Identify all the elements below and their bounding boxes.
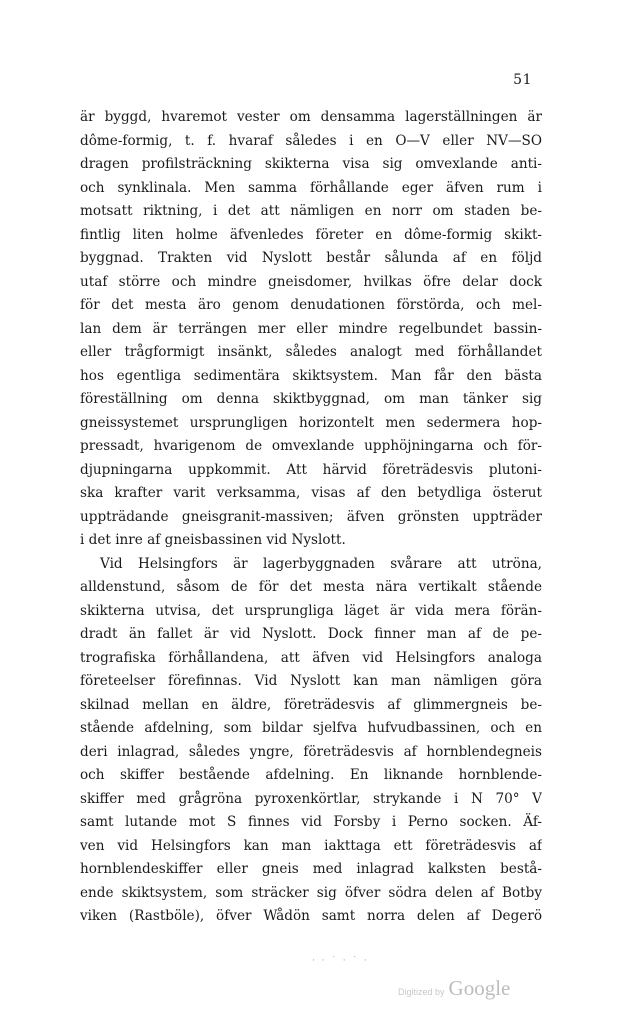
text-line: är byggd, hvaremot vester om densamma lagerställningen är <box>80 109 542 125</box>
digitization-watermark <box>398 976 510 1001</box>
text-line: i det inre af gneisbassinen vid Nyslott. <box>80 532 346 548</box>
text-line: företeelser förefinnas. Vid Nyslott kan man nämligen göra <box>80 673 542 689</box>
text-line: pressadt, hvarigenom de omvexlande upphöjningarna och för- <box>80 438 542 454</box>
text-line: byggnad. Trakten vid Nyslott består sålunda af en följd <box>80 250 542 266</box>
text-line: för det mesta äro genom denudationen förstörda, och mel- <box>80 297 542 313</box>
watermark-brand-logo: Google <box>448 976 511 1000</box>
text-line: dôme-formig, t. f. hvaraf således i en O—V eller NV—SO <box>80 132 542 149</box>
text-line: djupningarna uppkommit. Att härvid företrädesvis plutoni- <box>80 461 542 478</box>
text-line: stående afdelning, som bildar sjelfva hufvudbassinen, och en <box>80 720 542 736</box>
text-line: hos egentliga sedimentära skiktsystem. Man får den bästa <box>80 367 542 384</box>
text-line: Vid Helsingfors är lagerbyggnaden svårare att utröna, <box>100 555 542 572</box>
text-line: hornblendeskiffer eller gneis med inlagrad kalksten bestå- <box>80 861 542 877</box>
text-line: ende skiktsystem, som sträcker sig öfver södra delen af Botby <box>80 884 542 901</box>
text-line: uppträdande gneisgranit-massiven; äfven grönsten uppträder <box>80 508 542 525</box>
page-number: 51 <box>513 72 532 88</box>
text-line: ven vid Helsingfors kan man iakttaga ett företrädesvis af <box>80 837 542 854</box>
text-line: och skiffer bestående afdelning. En liknande hornblende- <box>80 767 542 783</box>
text-line: och synklinala. Men samma förhållande eger äfven rum i <box>80 179 542 196</box>
text-line: skilnad mellan en äldre, företrädesvis af glimmergneis be- <box>80 696 542 713</box>
text-line: skiffer med grågröna pyroxenkörtlar, strykande i N 70° V <box>80 790 542 807</box>
text-line: fintlig liten holme äfvenledes företer en dôme-formig skikt- <box>80 226 542 243</box>
text-line: viken (Rastböle), öfver Wådön samt norra delen af Degerö <box>80 908 542 924</box>
text-line: dragen profilsträckning skikterna visa sig omvexlande anti- <box>80 156 542 172</box>
text-line: samt lutande mot S finnes vid Forsby i Perno socken. Äf- <box>80 814 542 830</box>
text-line: eller trågformigt insänkt, således analogt med förhållandet <box>80 344 542 360</box>
text-line: gneissystemet ursprungligen horizontelt men sedermera hop- <box>80 414 542 431</box>
text-line: trografiska förhållandena, att äfven vid Helsingfors analoga <box>80 649 542 666</box>
watermark-prefix: Digitized by <box>398 987 445 997</box>
text-line: motsatt riktning, i det att nämligen en norr om staden be- <box>80 203 542 219</box>
text-line: lan dem är terrängen mer eller mindre regelbundet bassin- <box>80 320 542 337</box>
scan-specks: · · ˙ · ˙ · <box>312 956 369 966</box>
text-line: ska krafter varit verksamma, visas af den betydliga österut <box>80 485 542 501</box>
body-text <box>80 106 542 929</box>
text-line: utaf större och mindre gneisdomer, hvilkas öfre delar dock <box>80 273 542 290</box>
text-line: föreställning om denna skiktbyggnad, om man tänker sig <box>80 391 542 407</box>
text-line: skikterna utvisa, det ursprungliga läget är vida mera förän- <box>80 602 542 619</box>
text-line: alldenstund, såsom de för det mesta nära vertikalt stående <box>80 579 542 595</box>
text-line: deri inlagrad, således yngre, företrädesvis af hornblendegneis <box>80 743 542 760</box>
text-line: dradt än fallet är vid Nyslott. Dock finner man af de pe- <box>80 626 542 642</box>
